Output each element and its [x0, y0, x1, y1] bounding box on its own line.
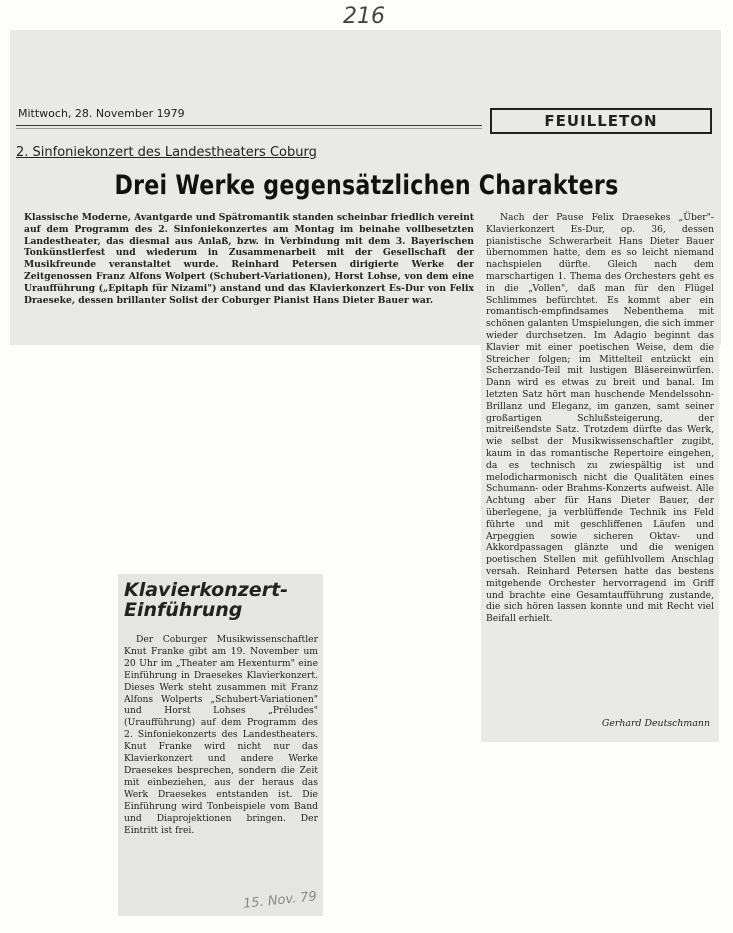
article-lead: Klassische Moderne, Avantgarde und Spätromantik standen scheinbar friedlich vereint auf dem Programm des 2. Sinfoniekonzertes am Montag im beinahe vollbesetzten Landestheater, das diesmal aus Anlaß, bzw. in Verbindung mit dem 3. Bayerischen Tonkünstlerfest und wiederum in Zusammenarbeit mit der Gesellschaft der Musikfreunde veranstaltet wurde. Reinhard Petersen dirigierte Werke der Zeitgenossen Franz Alfons Wolpert (Schubert-Variationen), Horst Lohse, von dem eine Uraufführung („Epitaph für Nizami") anstand und das Klavierkonzert Es-Dur von Felix Draeseke, dessen brillanter Solist der Coburger Pianist Hans Dieter Bauer war.: [24, 212, 474, 306]
dateline: Mittwoch, 28. November 1979: [18, 107, 185, 120]
box-text: Der Coburger Musikwissenschaftler Knut Franke gibt am 19. November um 20 Uhr im „Theater am Hexenturm" eine Einführung in Draesekes Klavierkonzert. Dieses Werk steht zusammen mit Franz Alfons Wolperts „Schubert-Variationen" und Horst Lohses „Préludes" (Uraufführung) auf dem Programm des 2. Sinfoniekonzerts des Landestheaters. Knut Franke wird nicht nur das Klavierkonzert und andere Werke Draesekes besprechen, sondern die Zeit mit einbeziehen, aus der heraus das Werk Draesekes entstanden ist. Die Einführung wird Tonbeispiele vom Band und Diaprojektionen bringen. Der Eintritt ist frei.: [124, 634, 318, 836]
article-headline: Drei Werke gegensätzlichen Charakters: [114, 170, 619, 201]
article-column: [486, 212, 714, 625]
article-author: Gerhard Deutschmann: [601, 718, 710, 729]
box-title-line2: Einführung: [124, 599, 243, 621]
box-title-line1: Klavierkonzert-: [124, 579, 289, 601]
article-column-text: Nach der Pause Felix Draesekes „Über"-Klavierkonzert Es-Dur, op. 36, dessen pianistische Schwerarbeit Hans Dieter Bauer übernommen hatte, dem es so leicht niemand nachspielen dürfte. Gleich nach dem marschartigen 1. Thema des Orchesters geht es in die „Vollen", daß man für den Flügel Schlimmes befürchtet. Es kommt aber ein romantisch-empfindsames Nebenthema mit schönen galanten Umspielungen, die sich immer wieder durchsetzen. Im Adagio beginnt das Klavier mit einer poetischen Weise, dem die Streicher folgen; im Mittelteil entzückt ein Scherzando-Teil mit lustigen Bläsereinwürfen. Dann wird es etwas zu breit und banal. Im letzten Satz hört man huschende Mendelssohn-Brillanz und Eleganz, im ganzen, samt seiner großartigen Schlußsteigerung, der mitreißendste Satz. Trotzdem dürfte das Werk, wie selbst der Musikwissenschaftler zugibt, kaum in das romantische Repertoire eingehen, da es technisch zu zwiespältig ist und melodicharmonisch nicht die Qualitäten eines Schumann- oder Brahms-Konzerts aufweist. Alle Achtung aber für Hans Dieter Bauer, der überlegene, ja verblüffende Technik ins Feld führte und mit geschliffenen Läufen und Arpeggien sowie sicheren Oktav- und Akkordpassagen glänzte und die wenigen poetischen Stellen mit gefühlvollem Anschlag versah. Reinhard Petersen hatte das bestens mitgehende Orchester hervorragend im Griff und brachte eine Gesamtaufführung zustande, die sich hören lassen konnte und mit Recht viel Beifall erhielt.: [486, 212, 714, 625]
article-kicker: 2. Sinfoniekonzert des Landestheaters Coburg: [16, 145, 317, 160]
box-title: [124, 580, 320, 620]
section-label: FEUILLETON: [490, 108, 712, 134]
header-rule-secondary: [16, 128, 482, 129]
date-stamp: 15. Nov. 79: [242, 889, 318, 912]
box-body: [124, 634, 318, 836]
header-rule: [16, 125, 482, 126]
archive-number: 216: [343, 4, 385, 29]
